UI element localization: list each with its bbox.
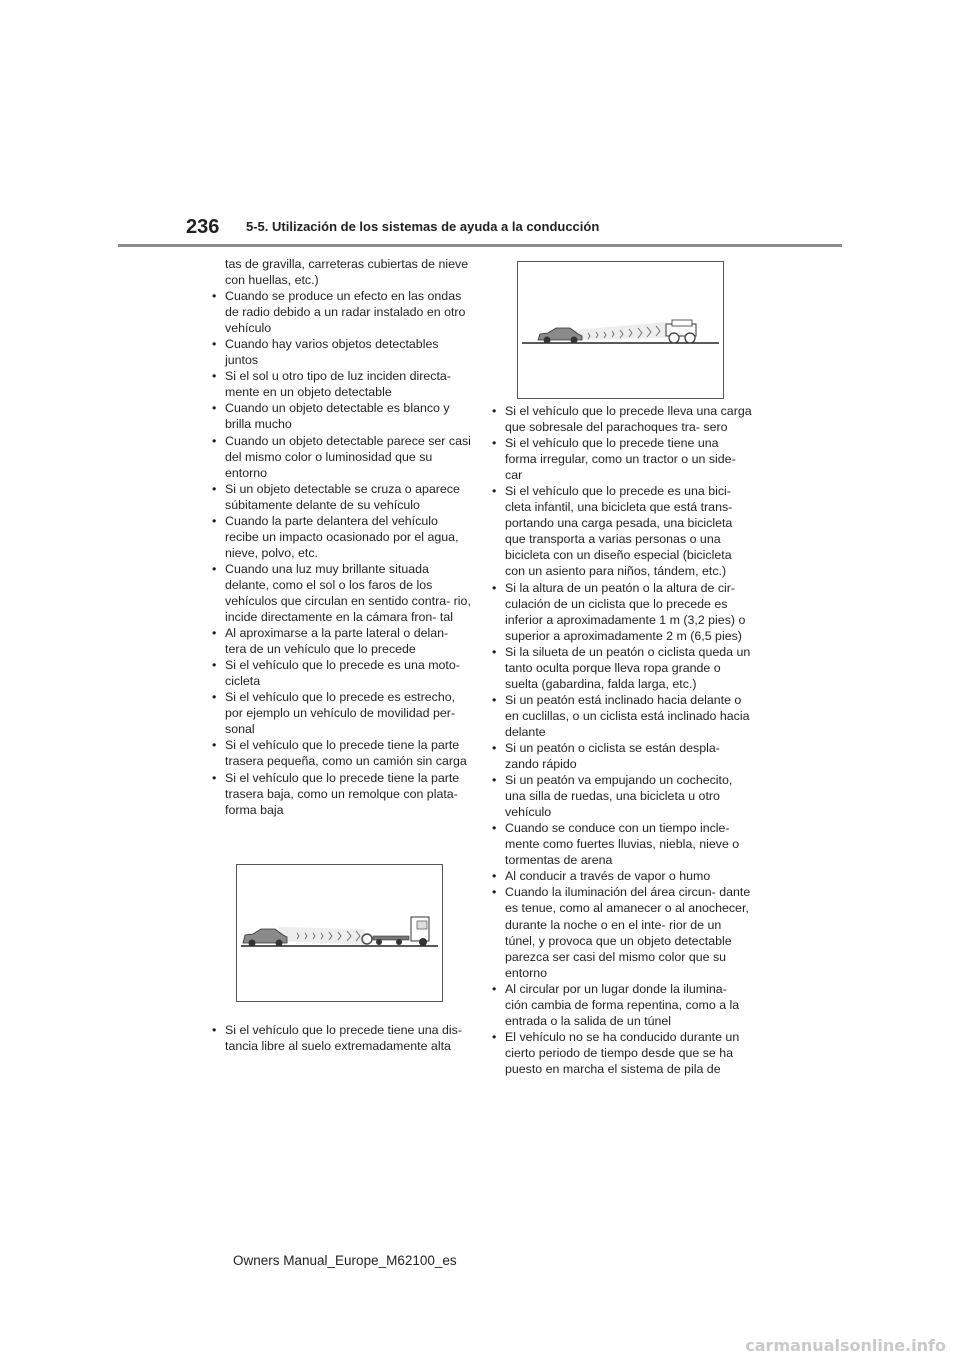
list-item: • Si un peatón va empujando un cochecito, una silla de ruedas, una bicicleta u otro vehículo xyxy=(490,772,752,820)
left-after-figure-list xyxy=(210,1022,472,1054)
list-item: • Al conducir a través de vapor o humo xyxy=(490,868,752,884)
list-item: • Cuando hay varios objetos detectables juntos xyxy=(210,336,472,368)
list-item: • Cuando se conduce con un tiempo incle- mente como fuertes lluvias, niebla, nieve o tormentas de arena xyxy=(490,820,752,868)
page-number: 236 xyxy=(186,216,220,238)
figure-low-trailer xyxy=(236,864,443,1002)
list-item: • Si el vehículo que lo precede es una moto- cicleta xyxy=(210,657,472,689)
right-column xyxy=(490,403,752,1077)
list-item: • Si el vehículo que lo precede tiene la parte trasera baja, como un remolque con plata- forma baja xyxy=(210,770,472,818)
header-rule xyxy=(118,244,842,247)
list-item: • Si el vehículo que lo precede tiene una forma irregular, como un tractor o un side- car xyxy=(490,435,752,483)
list-item: • Si un objeto detectable se cruza o aparece súbitamente delante de su vehículo xyxy=(210,481,472,513)
list-item: • Si el sol u otro tipo de luz inciden directa- mente en un objeto detectable xyxy=(210,368,472,400)
list-item: • Cuando una luz muy brillante situada delante, como el sol o los faros de los vehículos que circulan en sentido contra- rio, incide directamente en la cámara fron- tal xyxy=(210,561,472,625)
left-bullet-list xyxy=(210,288,472,818)
list-item: • Si el vehículo que lo precede lleva una carga que sobresale del parachoques tra- sero xyxy=(490,403,752,435)
car-radar-high-clearance-vehicle-icon xyxy=(518,262,723,398)
list-item: • Si un peatón está inclinado hacia delante o en cuclillas, o un ciclista está inclinado hacia delante xyxy=(490,692,752,740)
list-item: • Cuando la parte delantera del vehículo recibe un impacto ocasionado por el agua, nieve, polvo, etc. xyxy=(210,513,472,561)
car-radar-low-trailer-icon xyxy=(237,865,442,1001)
figure-high-clearance xyxy=(517,261,724,399)
list-item: • Si el vehículo que lo precede es estrecho, por ejemplo un vehículo de movilidad per- sonal xyxy=(210,689,472,737)
list-item: • Si la silueta de un peatón o ciclista queda un tanto oculta porque lleva ropa grande o suelta (gabardina, falda larga, etc.) xyxy=(490,644,752,692)
section-title: 5-5. Utilización de los sistemas de ayuda a la conducción xyxy=(246,219,600,234)
list-item: • Cuando un objeto detectable es blanco y brilla mucho xyxy=(210,400,472,432)
list-item: • Cuando un objeto detectable parece ser casi del mismo color o luminosidad que su entorno xyxy=(210,433,472,481)
intro-text: tas de gravilla, carreteras cubiertas de nieve con huellas, etc.) xyxy=(225,257,469,288)
list-item: • Al circular por un lugar donde la ilumina- ción cambia de forma repentina, como a la entrada o la salida de un túnel xyxy=(490,981,752,1029)
list-item: • Si un peatón o ciclista se están despla- zando rápido xyxy=(490,740,752,772)
right-bullet-list xyxy=(490,403,752,1077)
list-item: • Cuando se produce un efecto en las ondas de radio debido a un radar instalado en otro vehículo xyxy=(210,288,472,336)
list-item: • Si el vehículo que lo precede tiene la parte trasera pequeña, como un camión sin carga xyxy=(210,737,472,769)
list-item: • Cuando la iluminación del área circun- dante es tenue, como al amanecer o al anochecer, durante la noche o en el inte- rior de un túnel, y provoca que un objeto detectable parezca ser casi del mismo color que su entorno xyxy=(490,884,752,980)
list-item: • Al aproximarse a la parte lateral o delan- tera de un vehículo que lo precede xyxy=(210,625,472,657)
watermark: carmanualsonline.info xyxy=(745,1336,946,1355)
list-item: • El vehículo no se ha conducido durante un cierto periodo de tiempo desde que se ha puesto en marcha el sistema de pila de xyxy=(490,1029,752,1077)
list-item: • Si el vehículo que lo precede tiene una dis- tancia libre al suelo extremadamente alta xyxy=(210,1022,472,1054)
list-item: • Si la altura de un peatón o la altura de cir- culación de un ciclista que lo precede es inferior a aproximadamente 1 m (3,2 pies) o superior a aproximadamente 2 m (6,5 pies) xyxy=(490,580,752,644)
left-column xyxy=(210,256,472,818)
footer-text: Owners Manual_Europe_M62100_es xyxy=(233,1253,457,1268)
list-item: • Si el vehículo que lo precede es una bici- cleta infantil, una bicicleta que está trans- portando una carga pesada, una bicicleta que transporta a varias personas o una bicicleta con un diseño especial (bicicleta con un asiento para niños, tándem, etc.) xyxy=(490,483,752,579)
